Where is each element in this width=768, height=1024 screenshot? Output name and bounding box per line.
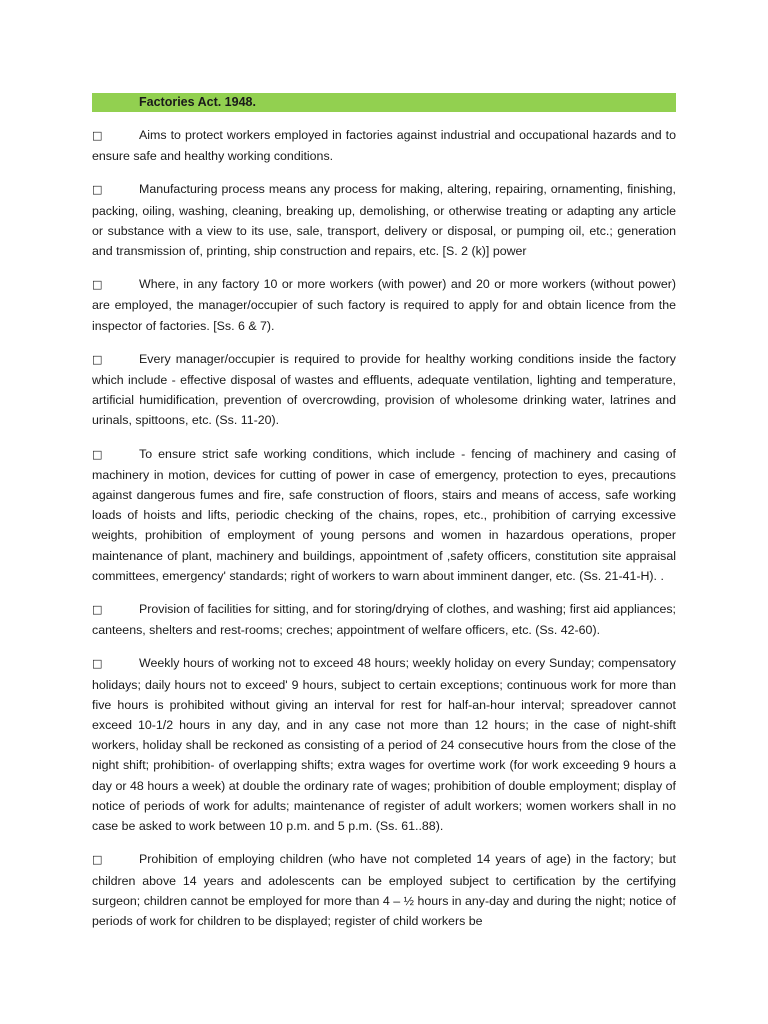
bullet-icon: □	[92, 183, 103, 197]
paragraph-aims	[92, 125, 676, 166]
paragraph-text: Prohibition of employing children (who have not completed 14 years of age) in the factory; but children above 14 years and adolescents can be employed subject to certification by the certifying surgeon; children cannot be employed for more than 4 – ½ hours in any-day and during the night; notice of periods of work for children to be displayed; register of child workers be	[92, 852, 676, 928]
bullet-icon: □	[92, 603, 103, 617]
bullet-icon: □	[92, 278, 103, 292]
paragraph-children	[92, 849, 676, 931]
bullet-icon: □	[92, 447, 103, 461]
bullet-icon: □	[92, 352, 103, 366]
bullet-icon: □	[92, 657, 103, 671]
paragraph-text: Provision of facilities for sitting, and for storing/drying of clothes, and washing; first aid appliances; canteens, shelters and rest-rooms; creches; appointment of welfare officers, etc. (Ss. 42-60).	[92, 602, 676, 638]
bullet-icon: □	[92, 129, 103, 142]
bullet-icon: □	[92, 853, 103, 867]
paragraph-welfare	[92, 599, 676, 640]
paragraph-licence	[92, 274, 676, 336]
paragraph-working-hours	[92, 653, 676, 836]
document-heading: Factories Act. 1948.	[92, 93, 676, 112]
paragraph-text: Weekly hours of working not to exceed 48 hours; weekly holiday on every Sunday; compensatory holidays; daily hours not to exceed' 9 hours, subject to certain exceptions; continuous work for more than five hours is prohibited without giving an interval for rest for half-an-hour interval; spreadover cannot exceed 10-1/2 hours in any day, and in any case not more than 12 hours; in the case of night-shift workers, holiday shall be reckoned as consisting of a period of 24 consecutive hours from the close of the night shift; prohibition- of overlapping shifts; extra wages for overtime work (for work exceeding 9 hours a day or 48 hours a week) at double the ordinary rate of wages; prohibition of double employment; display of notice of periods of work for adults; maintenance of register of adult workers; women workers shall in no case be asked to work between 10 p.m. and 5 p.m. (Ss. 61..88).	[92, 656, 676, 834]
paragraph-safety	[92, 444, 676, 586]
paragraph-text: Every manager/occupier is required to provide for healthy working conditions inside the factory which include - effective disposal of wastes and effluents, adequate ventilation, lighting and temperature, artificial humidification, prevention of overcrowding, provision of wholesome drinking water, latrines and urinals, spittoons, etc. (Ss. 11-20).	[92, 351, 676, 428]
document-page	[92, 93, 676, 944]
paragraph-text: Manufacturing process means any process for making, altering, repairing, ornamenting, finishing, packing, oiling, washing, cleaning, breaking up, demolishing, or otherwise treating or adapting any article or substance with a view to its use, sale, transport, delivery or disposal, or pumping oil, etc.; generation and transmission of, printing, ship construction and repairs, etc. [S. 2 (k)] power	[92, 182, 676, 259]
paragraph-text: Aims to protect workers employed in factories against industrial and occupational hazards and to ensure safe and healthy working conditions.	[92, 128, 676, 164]
paragraph-manufacturing-process	[92, 179, 676, 261]
paragraph-health	[92, 349, 676, 431]
paragraph-text: To ensure strict safe working conditions, which include - fencing of machinery and casing of machinery in motion, devices for cutting of power in case of emergency, protection to eyes, precautions against dangerous fumes and fire, safe construction of floors, stairs and means of access, safe working loads of hoists and lifts, periodic checking of the chains, ropes, etc., prohibition of carrying excessive weights, prohibition of employment of young persons and women in hazardous operations, proper maintenance of plant, machinery and buildings, appointment of ,safety officers, constitution site appraisal committees, emergency' standards; right of workers to warn about imminent danger, etc. (Ss. 21-41-H). .	[92, 446, 676, 583]
paragraph-text: Where, in any factory 10 or more workers (with power) and 20 or more workers (without power) are employed, the manager/occupier of such factory is required to apply for and obtain licence from the inspector of factories. [Ss. 6 & 7).	[92, 277, 676, 333]
